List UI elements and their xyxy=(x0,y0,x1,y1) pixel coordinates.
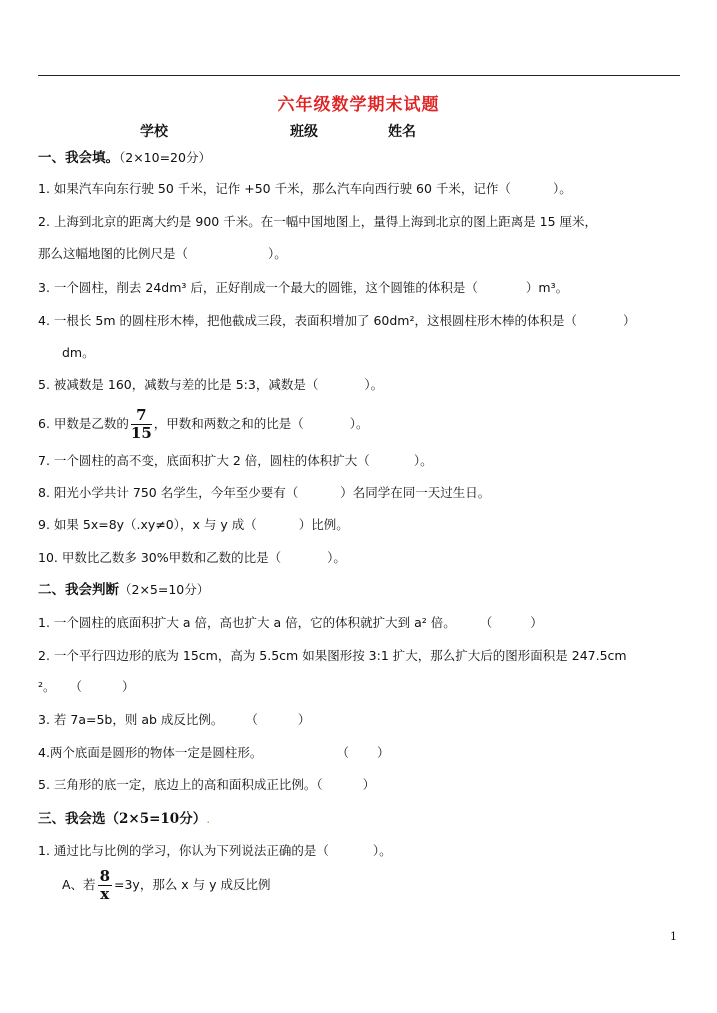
fill-q2-line2 xyxy=(38,246,287,262)
judge-q3-end: ） xyxy=(297,712,311,727)
fill-q8-end: ）名同学在同一天过生日。 xyxy=(340,485,491,500)
section-1-title: 一、我会填。 xyxy=(38,150,119,166)
fill-q4-line1 xyxy=(38,313,636,329)
name-label: 姓名 xyxy=(388,124,416,140)
fill-q5-text: 5. 被减数是 160，减数与差的比是 5:3，减数是（ xyxy=(38,377,319,392)
option-a-prefix: A、若 xyxy=(62,877,96,892)
judge-q4 xyxy=(38,745,389,761)
section-1-score: （2×10=20分） xyxy=(119,150,211,165)
fill-q7-text: 7. 一个圆柱的高不变，底面积扩大 2 倍，圆柱的体积扩大（ xyxy=(38,453,370,468)
class-label: 班级 xyxy=(290,124,318,140)
judge-q3 xyxy=(38,712,310,728)
fraction-denominator: x xyxy=(100,885,110,903)
section-3-heading xyxy=(38,811,210,827)
fill-q10-text: 10. 甲数比乙数多 30%甲数和乙数的比是（ xyxy=(38,550,282,565)
judge-q4-text: 4.两个底面是圆形的物体一定是圆柱形。 xyxy=(38,745,263,760)
fill-q7 xyxy=(38,453,433,469)
judge-q1-paren: （ xyxy=(479,615,493,630)
judge-q1-text: 1. 一个圆柱的底面积扩大 a 倍，高也扩大 a 倍，它的体积就扩大到 a² 倍。 xyxy=(38,615,456,630)
fill-q3-end: ）m³。 xyxy=(525,280,569,295)
choice-q1 xyxy=(38,843,392,859)
choice-q1-option-a[interactable] xyxy=(62,868,271,903)
fill-q10-end: ）。 xyxy=(327,550,346,565)
top-rule xyxy=(38,75,680,76)
judge-q5 xyxy=(38,777,375,793)
fraction-numerator: 7 xyxy=(131,407,152,425)
fill-q5-end: ）。 xyxy=(364,377,384,392)
fill-q1-end: ）。 xyxy=(552,181,572,196)
judge-q5-end: ） xyxy=(362,777,376,792)
judge-q4-end: ） xyxy=(376,745,390,760)
fill-q5 xyxy=(38,377,383,393)
fill-q9 xyxy=(38,517,349,533)
section-3-dot: . xyxy=(206,811,211,826)
fill-q2-text: 那么这幅地图的比例尺是（ xyxy=(38,246,189,261)
judge-q2-line2 xyxy=(38,679,135,695)
section-2-score: （2×5=10分） xyxy=(119,582,210,597)
judge-q5-text: 5. 三角形的底一定，底边上的高和面积成正比例。（ xyxy=(38,777,323,792)
judge-q2-paren: （ xyxy=(69,679,83,694)
fraction-7-15 xyxy=(131,407,152,442)
judge-q1-end: ） xyxy=(530,615,543,630)
fill-q4-end: ） xyxy=(622,313,636,328)
fill-q7-end: ）。 xyxy=(413,453,433,468)
fill-q6-rest: ，甲数和两数之和的比是（ xyxy=(153,416,304,431)
choice-q1-text: 1. 通过比与比例的学习，你认为下列说法正确的是（ xyxy=(38,843,329,858)
fill-q6 xyxy=(38,407,369,442)
page-title: 六年级数学期末试题 xyxy=(277,95,440,115)
fill-q2-end: ）。 xyxy=(268,246,287,261)
judge-q2-unit: ²。 xyxy=(38,679,56,694)
fill-q8-text: 8. 阳光小学共计 750 名学生，今年至少要有（ xyxy=(38,485,299,500)
judge-q4-paren: （ xyxy=(336,745,349,760)
judge-q2-line1: 2. 一个平行四边形的底为 15cm，高为 5.5cm 如果图形按 3:1 扩大，那么扩大后的图形面积是 247.5cm xyxy=(38,648,627,663)
fill-q3-text: 3. 一个圆柱，削去 24dm³ 后，正好削成一个最大的圆锥，这个圆锥的体积是（ xyxy=(38,280,478,295)
judge-q2-end: ） xyxy=(122,679,135,694)
fill-q6-text: 6. 甲数是乙数的 xyxy=(38,416,129,431)
fill-q1 xyxy=(38,181,572,197)
fill-q4-line2: dm。 xyxy=(62,345,95,360)
judge-q1 xyxy=(38,615,543,631)
option-a-text: =3y，那么 x 与 y 成反比例 xyxy=(114,877,271,892)
fill-q1-text: 1. 如果汽车向东行驶 50 千米，记作 +50 千米，那么汽车向西行驶 60 千米，记作（ xyxy=(38,181,511,196)
fraction-8-x xyxy=(98,868,112,903)
fraction-denominator: 15 xyxy=(130,424,152,442)
judge-q3-paren: （ xyxy=(245,712,258,727)
fill-q8 xyxy=(38,485,490,501)
fill-q9-text: 9. 如果 5x=8y（.xy≠0），x 与 y 成（ xyxy=(38,517,257,532)
page-number: 1 xyxy=(670,930,677,943)
judge-q3-text: 3. 若 7a=5b，则 ab 成反比例。 xyxy=(38,712,224,727)
fraction-numerator: 8 xyxy=(99,867,110,885)
fill-q6-end: ）。 xyxy=(349,416,369,431)
fill-q3 xyxy=(38,280,568,296)
fill-q9-end: ）比例。 xyxy=(298,517,349,532)
fill-q10 xyxy=(38,550,346,566)
school-label: 学校 xyxy=(140,124,168,140)
fill-q2-line1: 2. 上海到北京的距离大约是 900 千米。在一幅中国地图上，量得上海到北京的图上距离是 15 厘米， xyxy=(38,214,598,229)
section-2-title: 二、我会判断 xyxy=(38,582,119,598)
section-2-heading xyxy=(38,582,209,598)
fill-q4-text: 4. 一根长 5m 的圆柱形木棒，把他截成三段，表面积增加了 60dm²，这根圆柱形木棒的体积是（ xyxy=(38,313,577,328)
section-1-heading xyxy=(38,150,211,166)
choice-q1-end: ）。 xyxy=(372,843,392,858)
section-3-title: 三、我会选（2×5=10分） xyxy=(38,811,207,827)
